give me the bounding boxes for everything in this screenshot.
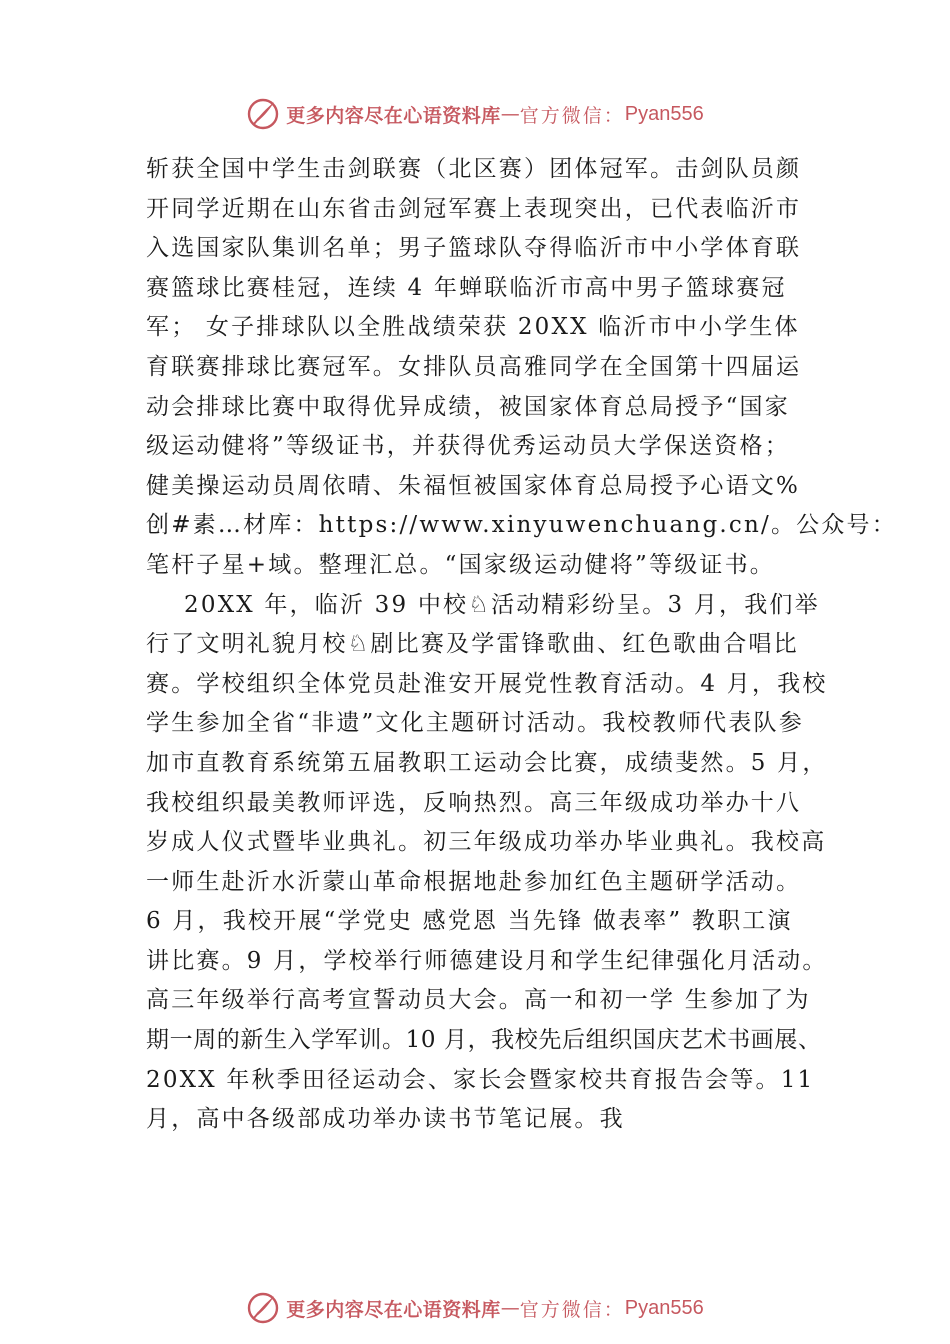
text-line: 20XX 年秋季田径运动会、家长会暨家校共育报告会等。11 — [146, 1066, 815, 1093]
text-line: 创#素…材库：https://www.xinyuwenchuang.cn/。公众号： — [146, 512, 897, 539]
text-line: 一师生赴沂水沂蒙山革命根据地赴参加红色主题研学活动。 — [146, 868, 802, 895]
text-line: 讲比赛。9 月，学校举行师德建设月和学生纪律强化月活动。 — [146, 947, 828, 974]
text-line: 加市直教育系统第五届教职工运动会比赛，成绩斐然。5 月， — [146, 749, 828, 776]
text-line: 高三年级举行高考宣誓动员大会。高一和初一学 生参加了为 — [146, 987, 811, 1014]
text-line: 学生参加全省“非遗”文化主题研讨活动。我校教师代表队参 — [146, 710, 804, 737]
text-line: 岁成人仪式暨毕业典礼。初三年级成功举办毕业典礼。我校高 — [146, 829, 827, 856]
text-line: 军； 女子排球队以全胜战绩荣获 20XX 临沂市中小学生体 — [146, 314, 800, 341]
watermark-separator: — — [500, 1297, 520, 1319]
watermark-brand-text: 更多内容尽在心语资料库 — [286, 104, 501, 127]
text-line: 笔杆子星+域。整理汇总。“国家级运动健将”等级证书。 — [146, 551, 775, 578]
text-line: 入选国家队集训名单；男子篮球队夺得临沂市中小学体育联 — [146, 235, 802, 262]
document-body — [146, 150, 897, 1140]
text-line: 20XX 年，临沂 39 中校♘活动精彩纷呈。3 月，我们举 — [146, 591, 820, 618]
text-line: 斩获全国中学生击剑联赛（北区赛）团体冠军。击剑队员颜 — [146, 156, 802, 182]
text-line: 6 月，我校开展“学党史 感党恩 当先锋 做表率” 教职工演 — [146, 908, 793, 935]
watermark-wechat-id: Pyan556 — [624, 102, 704, 125]
footer-watermark — [0, 1288, 950, 1328]
watermark-wechat-label: 官方微信： — [519, 1298, 625, 1321]
text-line: 期一周的新生入学军训。10 月，我校先后组织国庆艺术书画展、 — [146, 1027, 822, 1054]
text-line: 动会排球比赛中取得优异成绩，被国家体育总局授予“国家 — [146, 393, 790, 420]
watermark-brand-text: 更多内容尽在心语资料库 — [286, 1298, 501, 1321]
text-line: 赛篮球比赛桂冠，连续 4 年蝉联临沂市高中男子篮球赛冠 — [146, 274, 787, 301]
text-line: 赛。学校组织全体党员赴淮安开展党性教育活动。4 月，我校 — [146, 670, 828, 697]
watermark-separator: — — [500, 103, 520, 125]
header-watermark — [0, 94, 950, 134]
watermark-wechat-id: Pyan556 — [624, 1296, 704, 1319]
quill-logo-icon — [246, 97, 280, 131]
text-line: 开同学近期在山东省击剑冠军赛上表现突出，已代表临沂市 — [146, 195, 802, 222]
quill-logo-icon — [246, 1291, 280, 1325]
watermark-wechat-label: 官方微信： — [519, 104, 625, 127]
text-line: 我校组织最美教师评选，反响热烈。高三年级成功举办十八 — [146, 789, 802, 816]
text-line: 健美操运动员周依晴、朱福恒被国家体育总局授予心语文% — [146, 472, 801, 499]
text-line: 月，高中各级部成功举办读书节笔记展。我 — [146, 1106, 625, 1133]
text-line: 行了文明礼貌月校♘剧比赛及学雷锋歌曲、红色歌曲合唱比 — [146, 631, 799, 658]
text-line: 级运动健将”等级证书，并获得优秀运动员大学保送资格； — [146, 433, 790, 460]
text-line: 育联赛排球比赛冠军。女排队员高雅同学在全国第十四届运 — [146, 353, 802, 380]
